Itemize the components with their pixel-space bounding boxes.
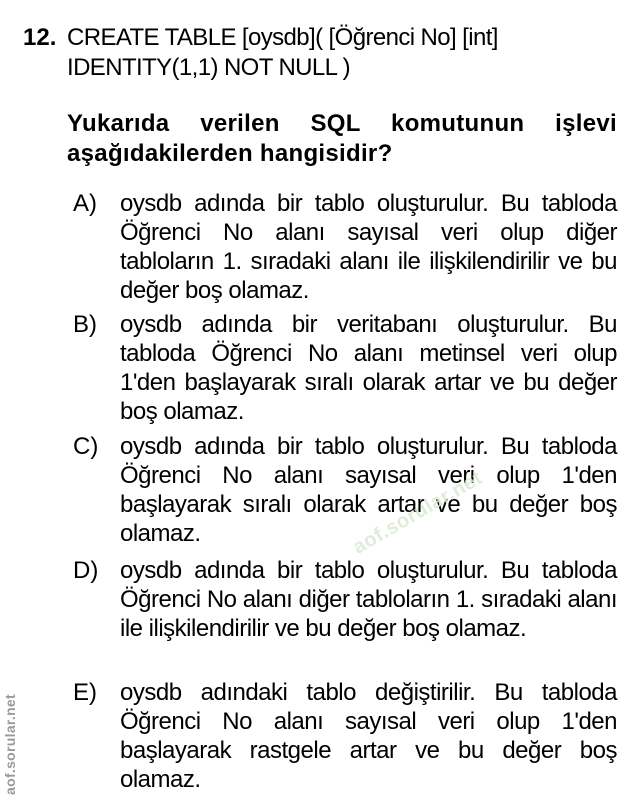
- option-letter: C): [73, 433, 99, 460]
- question-number: 12.: [23, 24, 57, 51]
- watermark-side: aof.sorular.net: [2, 694, 18, 795]
- option-text: oysdb adında bir tablo oluşturulur. Bu tabloda Öğrenci No alanı sayısal veri olup diğer tabloların 1. sıradaki alanı ile ilişkilendirilir ve bu değer boş olamaz.: [120, 190, 617, 304]
- option-letter: A): [73, 190, 97, 217]
- watermark-center: aof.sorular.net: [349, 466, 487, 559]
- question-prompt: Yukarıda verilen SQL komutunun işlevi aşağıdakilerden hangisidir?: [67, 110, 617, 167]
- option-text: oysdb adındaki tablo değiştirilir. Bu tabloda Öğrenci No alanı sayısal veri olup 1'den başlayarak rastgele artar ve bu değer boş olamaz.: [120, 679, 617, 793]
- option-text: oysdb adında bir tablo oluşturulur. Bu tabloda Öğrenci No alanı sayısal veri olup 1'den başlayarak sıralı olarak artar ve bu değer boş olamaz.: [120, 433, 617, 547]
- sql-command: CREATE TABLE [oysdb]( [Öğrenci No] [int] IDENTITY(1,1) NOT NULL ): [67, 24, 498, 81]
- option-letter: E): [73, 679, 97, 706]
- option-letter: B): [73, 311, 97, 338]
- option-letter: D): [73, 557, 99, 584]
- option-text: oysdb adında bir veritabanı oluşturulur. Bu tabloda Öğrenci No alanı metinsel veri olup 1'den başlayarak sıralı olarak artar ve bu değer boş olamaz.: [120, 311, 617, 425]
- option-text: oysdb adında bir tablo oluşturulur. Bu tabloda Öğrenci No alanı diğer tabloların 1. sıradaki alanı ile ilişkilendirilir ve bu değer boş olamaz.: [120, 557, 617, 642]
